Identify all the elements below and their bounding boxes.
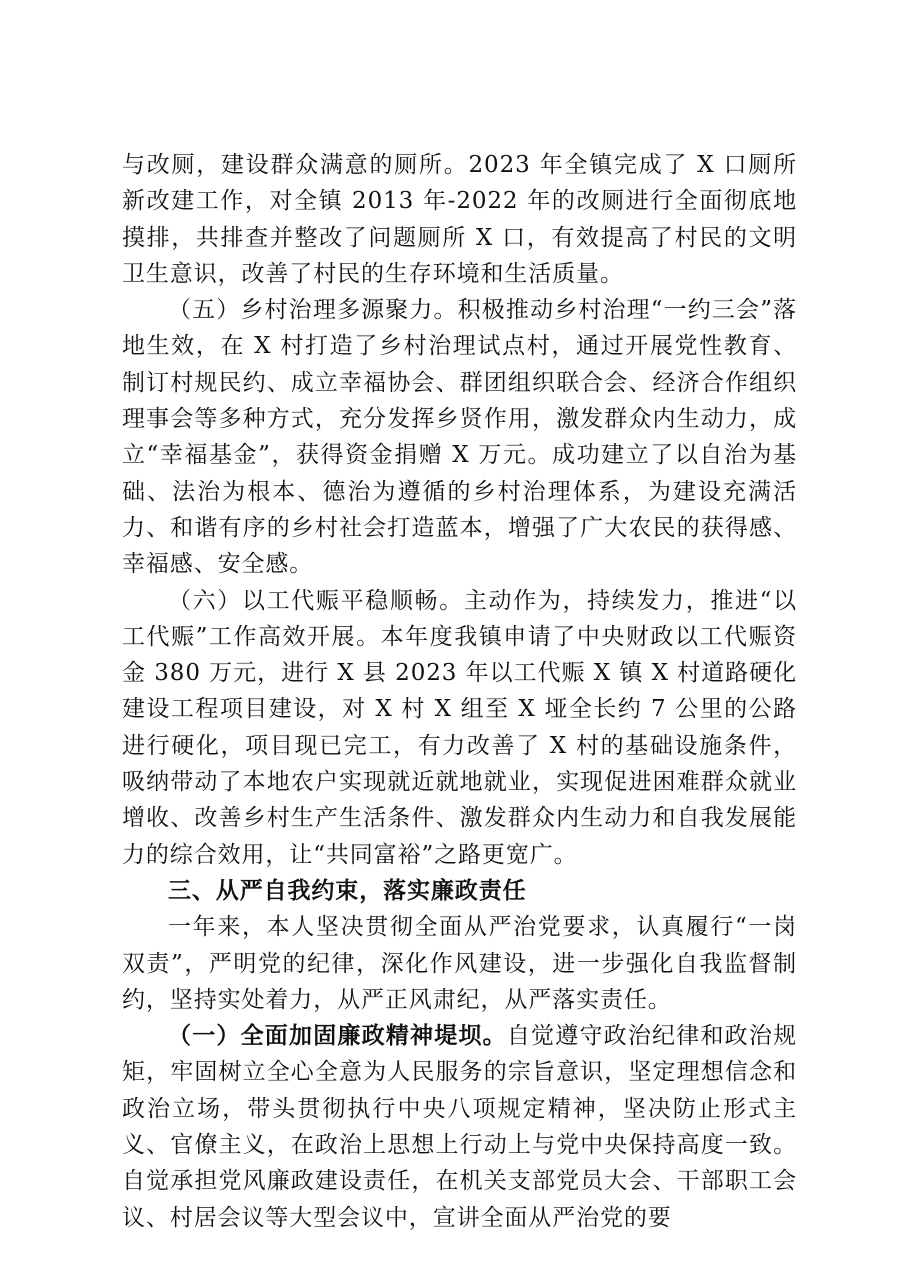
document-body [122, 147, 797, 1236]
paragraph-body-integrity-embankment: 自觉遵守政治纪律和政治规矩，牢固树立全心全意为人民服务的宗旨意识，坚定理想信念和政治立场，带头贯彻执行中央八项规定精神，坚决防止形式主义、官僚主义，在政治上思想上行动上与党中央保持高度一致。自觉承担党风廉政建设责任，在机关支部党员大会、干部职工会议、村居会议等大型会议中，宣讲全面从严治党的要 [122, 1023, 797, 1231]
paragraph-work-relief [122, 583, 797, 873]
paragraph-toilet-renovation: 与改厕，建设群众满意的厕所。2023 年全镇完成了 X 口厕所新改建工作，对全镇 2013 年-2022 年的改厕进行全面彻底地摸排，共排查并整改了问题厕所 X 口，有效提高了村民的文明卫生意识，改善了村民的生存环境和生活质量。 [122, 152, 797, 287]
paragraph-lead-rural-governance: （五）乡村治理多源聚力。 [168, 297, 458, 324]
section-heading-three: 三、从严自我约束，落实廉政责任 [168, 877, 527, 904]
paragraph-lead-integrity-embankment: （一）全面加固廉政精神堤坝。 [168, 1023, 507, 1050]
paragraph-integrity-embankment [122, 1018, 797, 1236]
paragraph-body-work-relief: 主动作为，持续发力，推进“以工代赈”工作高效开展。本年度我镇申请了中央财政以工代赈资金 380 万元，进行 X 县 2023 年以工代赈 X 镇 X 村道路硬化建设工程项目建设，对 X 村 X 组至 X 垭全长约 7 公里的公路进行硬化，项目现已完工，有力改善了 X 村的基础设施条件，吸纳带动了本地农户实现就近就地就业，实现促进困难群众就业增收、改善乡村生产生活条件、激发群众内生动力和自我发展能力的综合效用，让“共同富裕”之路更宽广。 [122, 587, 797, 868]
paragraph-lead-work-relief: （六）以工代赈平稳顺畅。 [168, 587, 464, 614]
paragraph-self-discipline: 一年来，本人坚决贯彻全面从严治党要求，认真履行“一岗双责”，严明党的纪律，深化作风建设，进一步强化自我监督制约，坚持实处着力，从严正风肃纪，从严落实责任。 [122, 914, 797, 1013]
paragraph-body-rural-governance: 积极推动乡村治理“一约三会”落地生效，在 X 村打造了乡村治理试点村，通过开展党性教育、制订村规民约、成立幸福协会、群团组织联合会、经济合作组织理事会等多种方式，充分发挥乡贤作用，激发群众内生动力，成立“幸福基金”，获得资金捐赠 X 万元。成功建立了以自治为基础、法治为根本、德治为遵循的乡村治理体系，为建设充满活力、和谐有序的乡村社会打造蓝本，增强了广大农民的获得感、幸福感、安全感。 [122, 297, 797, 578]
paragraph-rural-governance [122, 292, 797, 582]
